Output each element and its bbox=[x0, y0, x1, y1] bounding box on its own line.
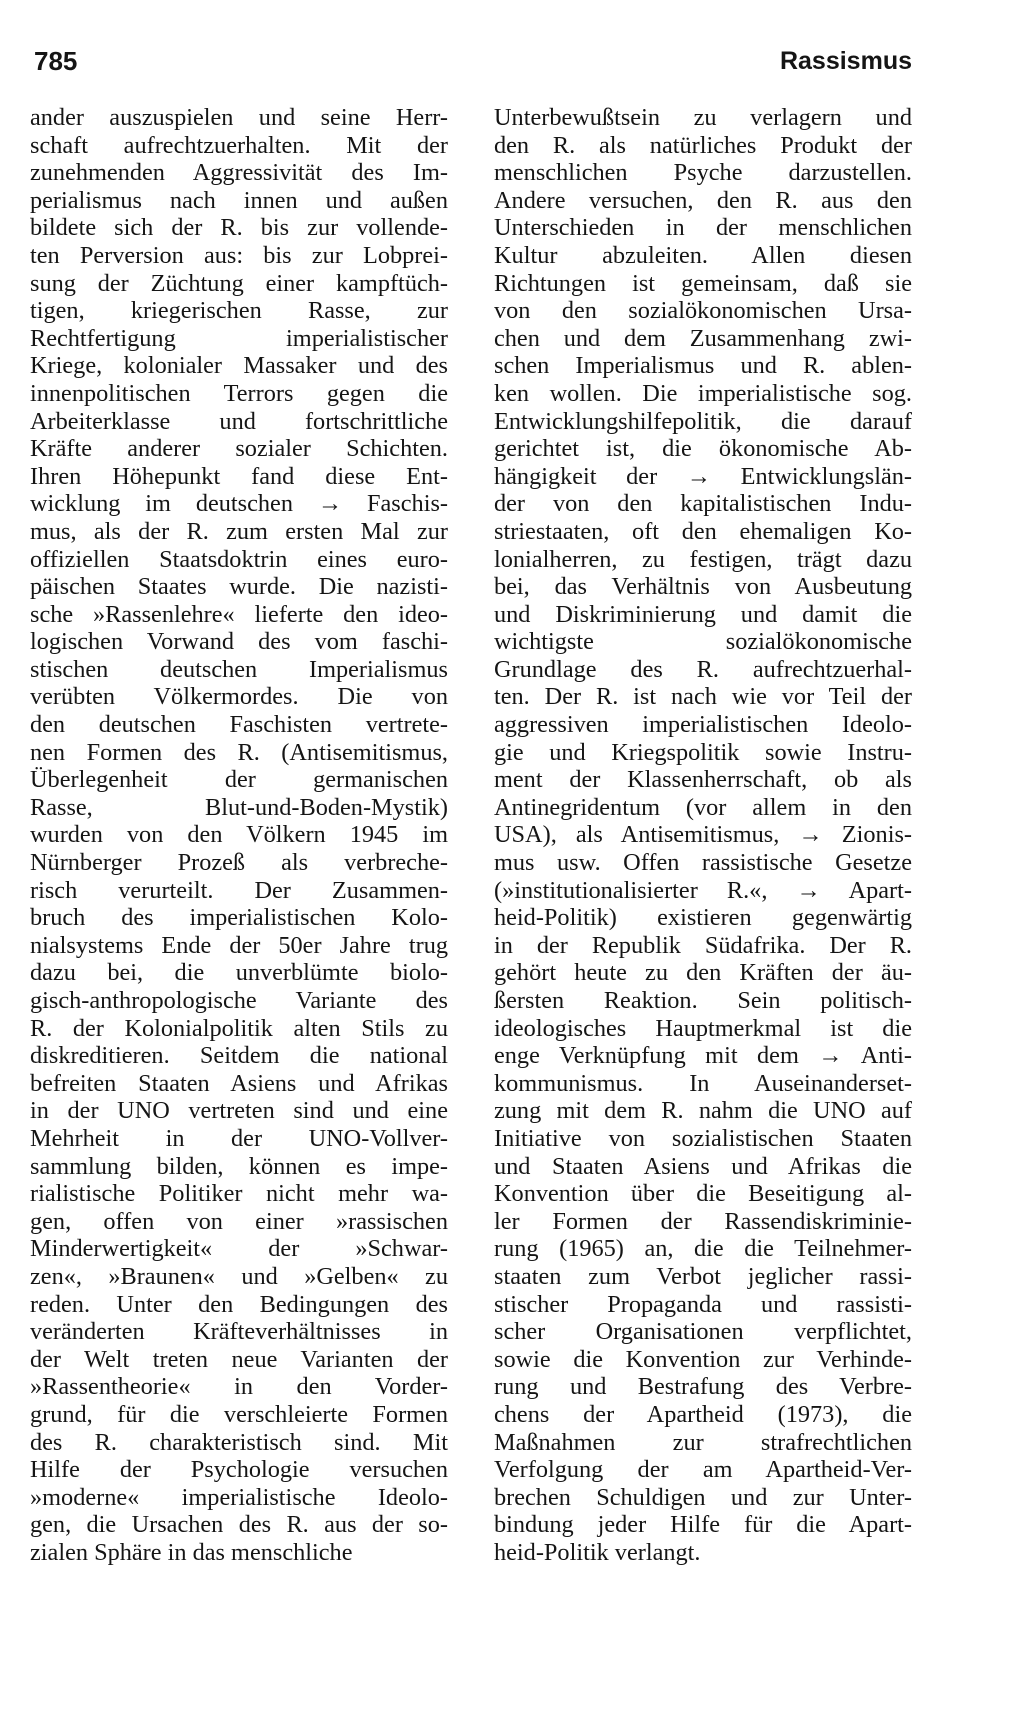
text-line: (»institutionalisierter R.«, → Apart- bbox=[494, 876, 912, 904]
text-line: Nürnberger Prozeß als verbreche- bbox=[30, 849, 448, 877]
text-line: ßersten Reaktion. Sein politisch- bbox=[494, 987, 912, 1014]
text-line: wichtigste sozialökonomische bbox=[494, 628, 912, 656]
text-line: Richtungen ist gemeinsam, daß sie bbox=[494, 269, 912, 297]
text-line: bindung jeder Hilfe für die Apart- bbox=[494, 1511, 912, 1539]
text-line: hängigkeit der → Entwicklungslän- bbox=[494, 462, 912, 490]
text-line: mus, als der R. zum ersten Mal zur bbox=[30, 517, 448, 545]
text-line: Verfolgung der am Apartheid-Ver- bbox=[494, 1456, 912, 1484]
text-line: perialismus nach innen und außen bbox=[30, 186, 448, 214]
text-line: gerichtet ist, die ökonomische Ab- bbox=[494, 435, 912, 463]
text-line: ten Perversion aus: bis zur Lobprei- bbox=[30, 241, 448, 269]
text-line: rung (1965) an, die die Teilnehmer- bbox=[494, 1235, 912, 1263]
text-line: des R. charakteristisch sind. Mit bbox=[30, 1428, 448, 1456]
text-line: rung und Bestrafung des Verbre- bbox=[494, 1373, 912, 1401]
text-line: stischer Propaganda und rassisti- bbox=[494, 1290, 912, 1318]
text-line: Arbeiterklasse und fortschrittliche bbox=[30, 407, 448, 435]
text-line: Antinegridentum (vor allem in den bbox=[494, 793, 912, 821]
running-head: Rassismus bbox=[779, 47, 912, 75]
text-line: der Welt treten neue Varianten der bbox=[30, 1345, 448, 1373]
text-line: Maßnahmen zur strafrechtlichen bbox=[494, 1428, 912, 1456]
text-line: Minderwertigkeit« der »Schwar- bbox=[30, 1235, 448, 1263]
text-line: sowie die Konvention zur Verhinde- bbox=[494, 1345, 912, 1373]
page-number: 785 bbox=[34, 46, 78, 76]
text-line: bei, das Verhältnis von Ausbeutung bbox=[494, 573, 912, 601]
text-line: gen, die Ursachen des R. aus der so- bbox=[30, 1511, 448, 1539]
text-line: wicklung im deutschen → Faschis- bbox=[30, 490, 448, 518]
text-line: Kräfte anderer sozialer Schichten. bbox=[30, 435, 448, 463]
text-line: ler Formen der Rassendiskriminie- bbox=[494, 1207, 912, 1235]
text-line: schen Imperialismus und R. ablen- bbox=[494, 352, 912, 380]
text-line: Kultur abzuleiten. Allen diesen bbox=[494, 241, 912, 269]
text-line: päischen Staates wurde. Die nazisti- bbox=[30, 573, 448, 601]
text-column-right bbox=[494, 104, 912, 1566]
text-line: offiziellen Staatsdoktrin eines euro- bbox=[30, 545, 448, 573]
text-line: zung mit dem R. nahm die UNO auf bbox=[494, 1097, 912, 1125]
text-line: und Staaten Asiens und Afrikas die bbox=[494, 1152, 912, 1180]
text-line: zunehmenden Aggressivität des Im- bbox=[30, 159, 448, 187]
text-line: striestaaten, oft den ehemaligen Ko- bbox=[494, 517, 912, 545]
text-line: Ihren Höhepunkt fand diese Ent- bbox=[30, 462, 448, 490]
text-line: ken wollen. Die imperialistische sog. bbox=[494, 379, 912, 407]
text-line: grund, für die verschleierte Formen bbox=[30, 1400, 448, 1428]
text-line: Überlegenheit der germanischen bbox=[30, 766, 448, 794]
text-line: Grundlage des R. aufrechtzuerhal- bbox=[494, 655, 912, 683]
text-line: schaft aufrechtzuerhalten. Mit der bbox=[30, 131, 448, 159]
text-line: von den sozialökonomischen Ursa- bbox=[494, 297, 912, 325]
page-header bbox=[0, 0, 1024, 90]
text-line: chens der Apartheid (1973), die bbox=[494, 1400, 912, 1428]
text-line: heid-Politik) existieren gegenwärtig bbox=[494, 904, 912, 932]
text-line: heid-Politik verlangt. bbox=[494, 1538, 701, 1566]
text-line: Kriege, kolonialer Massaker und des bbox=[30, 352, 448, 380]
text-line: chen und dem Zusammenhang zwi- bbox=[494, 324, 912, 352]
text-line: der von den kapitalistischen Indu- bbox=[494, 490, 912, 518]
text-line: bildete sich der R. bis zur vollende- bbox=[30, 214, 448, 242]
text-line: in der Republik Südafrika. Der R. bbox=[494, 931, 912, 959]
text-line: diskreditieren. Seitdem die national bbox=[30, 1042, 448, 1070]
text-line: reden. Unter den Bedingungen des bbox=[30, 1290, 448, 1318]
text-line: Hilfe der Psychologie versuchen bbox=[30, 1456, 448, 1484]
text-line: und Diskriminierung und damit die bbox=[494, 600, 912, 628]
text-line: lonialherren, zu festigen, trägt dazu bbox=[494, 545, 912, 573]
text-line: den R. als natürliches Produkt der bbox=[494, 131, 912, 159]
text-line: nialsystems Ende der 50er Jahre trug bbox=[30, 931, 448, 959]
text-line: scher Organisationen verpflichtet, bbox=[494, 1318, 912, 1346]
text-line: zen«, »Braunen« und »Gelben« zu bbox=[30, 1262, 448, 1290]
text-line: »moderne« imperialistische Ideolo- bbox=[30, 1483, 448, 1511]
text-line: rialistische Politiker nicht mehr wa- bbox=[30, 1180, 448, 1208]
text-column-left bbox=[30, 104, 448, 1566]
text-line: Konvention über die Beseitigung al- bbox=[494, 1180, 912, 1208]
text-line: Initiative von sozialistischen Staaten bbox=[494, 1124, 912, 1152]
text-line: aggressiven imperialistischen Ideolo- bbox=[494, 711, 912, 739]
text-line: bruch des imperialistischen Kolo- bbox=[30, 904, 448, 932]
text-line: gen, offen von einer »rassischen bbox=[30, 1207, 448, 1235]
text-line: Rechtfertigung imperialistischer bbox=[30, 324, 448, 352]
text-line: tigen, kriegerischen Rasse, zur bbox=[30, 297, 448, 325]
text-line: enge Verknüpfung mit dem → Anti- bbox=[494, 1042, 912, 1070]
text-line: den deutschen Faschisten vertrete- bbox=[30, 711, 448, 739]
text-line: Unterschieden in der menschlichen bbox=[494, 214, 912, 242]
text-line: befreiten Staaten Asiens und Afrikas bbox=[30, 1069, 448, 1097]
text-line: gehört heute zu den Kräften der äu- bbox=[494, 959, 912, 987]
text-line: risch verurteilt. Der Zusammen- bbox=[30, 876, 448, 904]
text-line: in der UNO vertreten sind und eine bbox=[30, 1097, 448, 1125]
text-line: gisch-anthropologische Variante des bbox=[30, 987, 448, 1014]
text-line: Unterbewußtsein zu verlagern und bbox=[494, 104, 912, 131]
text-line: ment der Klassenherrschaft, ob als bbox=[494, 766, 912, 794]
text-line: ideologisches Hauptmerkmal ist die bbox=[494, 1014, 912, 1042]
text-line: sung der Züchtung einer kampftüch- bbox=[30, 269, 448, 297]
text-line: zialen Sphäre in das menschliche bbox=[30, 1538, 353, 1566]
text-line: wurden von den Völkern 1945 im bbox=[30, 821, 448, 849]
text-line: nen Formen des R. (Antisemitismus, bbox=[30, 738, 448, 766]
text-line: menschlichen Psyche darzustellen. bbox=[494, 159, 912, 187]
text-line: sche »Rassenlehre« lieferte den ideo- bbox=[30, 600, 448, 628]
text-line: mus usw. Offen rassistische Gesetze bbox=[494, 849, 912, 877]
text-line: veränderten Kräfteverhältnisses in bbox=[30, 1318, 448, 1346]
text-line: sammlung bilden, können es impe- bbox=[30, 1152, 448, 1180]
text-line: brechen Schuldigen und zur Unter- bbox=[494, 1483, 912, 1511]
text-line: verübten Völkermordes. Die von bbox=[30, 683, 448, 711]
text-line: R. der Kolonialpolitik alten Stils zu bbox=[30, 1014, 448, 1042]
text-line: ander auszuspielen und seine Herr- bbox=[30, 104, 448, 131]
text-line: dazu bei, die unverblümte biolo- bbox=[30, 959, 448, 987]
text-line: gie und Kriegspolitik sowie Instru- bbox=[494, 738, 912, 766]
text-line: Rasse, Blut-und-Boden-Mystik) bbox=[30, 793, 448, 821]
text-line: ten. Der R. ist nach wie vor Teil der bbox=[494, 683, 912, 711]
text-line: staaten zum Verbot jeglicher rassi- bbox=[494, 1262, 912, 1290]
text-line: Entwicklungshilfepolitik, die darauf bbox=[494, 407, 912, 435]
text-line: innenpolitischen Terrors gegen die bbox=[30, 379, 448, 407]
text-line: Mehrheit in der UNO-Vollver- bbox=[30, 1124, 448, 1152]
text-line: »Rassentheorie« in den Vorder- bbox=[30, 1373, 448, 1401]
text-line: Andere versuchen, den R. aus den bbox=[494, 186, 912, 214]
text-line: USA), als Antisemitismus, → Zionis- bbox=[494, 821, 912, 849]
text-line: logischen Vorwand des vom faschi- bbox=[30, 628, 448, 656]
text-line: stischen deutschen Imperialismus bbox=[30, 655, 448, 683]
text-line: kommunismus. In Auseinanderset- bbox=[494, 1069, 912, 1097]
